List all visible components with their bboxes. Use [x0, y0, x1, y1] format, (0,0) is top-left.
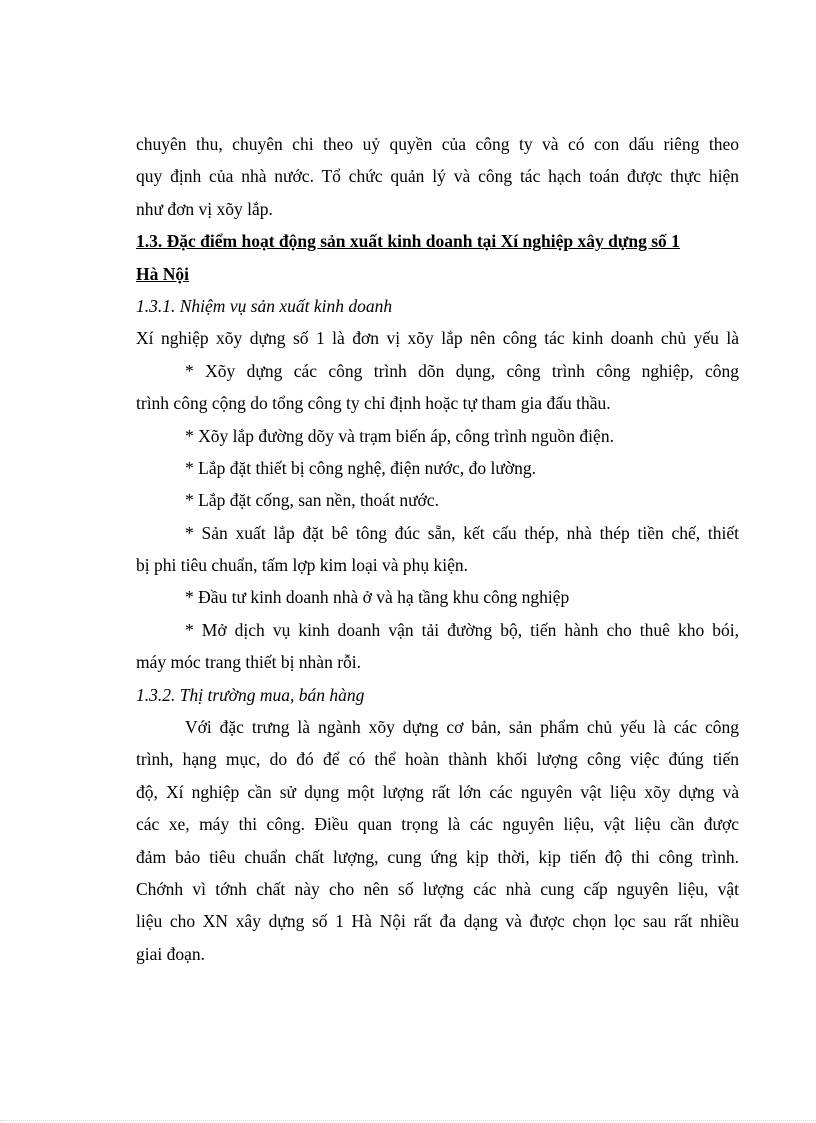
- paragraph-line: Với đặc trưng là ngành xõy dựng cơ bản, sản phẩm chủ yếu là các công: [185, 717, 739, 738]
- subsection-heading: 1.3.1. Nhiệm vụ sản xuất kinh doanh: [136, 295, 393, 316]
- paragraph-line: trình, hạng mục, do đó để có thể hoàn thành khối lượng công việc đúng tiến: [136, 749, 739, 770]
- paragraph-line: liệu cho XN xây dựng số 1 Hà Nội rất đa dạng và được chọn lọc sau rất nhiều: [136, 911, 739, 932]
- paragraph-line: độ, Xí nghiệp cần sử dụng một lượng rất lớn các nguyên vật liệu xõy dựng và: [136, 781, 739, 802]
- section-heading: 1.3. Đặc điểm hoạt động sản xuất kinh doanh tại Xí nghiệp xây dựng số 1: [136, 231, 680, 252]
- paragraph-line: các xe, máy thi công. Điều quan trọng là các nguyên liệu, vật liệu cần được: [136, 814, 739, 835]
- document-body: [136, 128, 739, 970]
- section-heading-continued: Hà Nội: [136, 263, 189, 284]
- paragraph-line: như đơn vị xõy lắp.: [136, 198, 273, 219]
- bullet-line-continued: trình công cộng do tổng công ty chỉ định hoặc tự tham gia đấu thầu.: [136, 393, 611, 414]
- page-bottom-divider: [0, 1120, 816, 1121]
- bullet-line-continued: bị phi tiêu chuẩn, tấm lợp kim loại và phụ kiện.: [136, 555, 468, 576]
- bullet-line: * Lắp đặt thiết bị công nghệ, điện nước, đo lường.: [185, 457, 536, 478]
- paragraph-line: quy định của nhà nước. Tổ chức quản lý và công tác hạch toán được thực hiện: [136, 166, 739, 187]
- paragraph-line: giai đoạn.: [136, 943, 206, 964]
- bullet-line: * Mở dịch vụ kinh doanh vận tải đường bộ, tiến hành cho thuê kho bói,: [185, 619, 739, 640]
- bullet-line: * Xõy dựng các công trình dõn dụng, công trình công nghiệp, công: [185, 360, 739, 381]
- bullet-line-continued: máy móc trang thiết bị nhàn rỗi.: [136, 652, 362, 673]
- bullet-line: * Đầu tư kinh doanh nhà ở và hạ tầng khu công nghiệp: [185, 587, 570, 608]
- paragraph-line: chuyên thu, chuyên chi theo uỷ quyền của công ty và có con dấu riêng theo: [136, 134, 739, 154]
- paragraph-line: đảm bảo tiêu chuẩn chất lượng, cung ứng kịp thời, kịp tiến độ thi công trình.: [136, 846, 739, 867]
- paragraph-line: Xí nghiệp xõy dựng số 1 là đơn vị xõy lắp nên công tác kinh doanh chủ yếu là: [136, 328, 739, 349]
- bullet-line: * Sản xuất lắp đặt bê tông đúc sẵn, kết cấu thép, nhà thép tiền chế, thiết: [185, 522, 739, 543]
- bullet-line: * Xõy lắp đường dõy và trạm biến áp, công trình nguồn điện.: [185, 425, 614, 446]
- subsection-heading: 1.3.2. Thị trường mua, bán hàng: [136, 684, 365, 705]
- paragraph-line: Chớnh vì tớnh chất này cho nên số lượng các nhà cung cấp nguyên liệu, vật: [136, 878, 739, 899]
- bullet-line: * Lắp đặt cống, san nền, thoát nước.: [185, 490, 439, 511]
